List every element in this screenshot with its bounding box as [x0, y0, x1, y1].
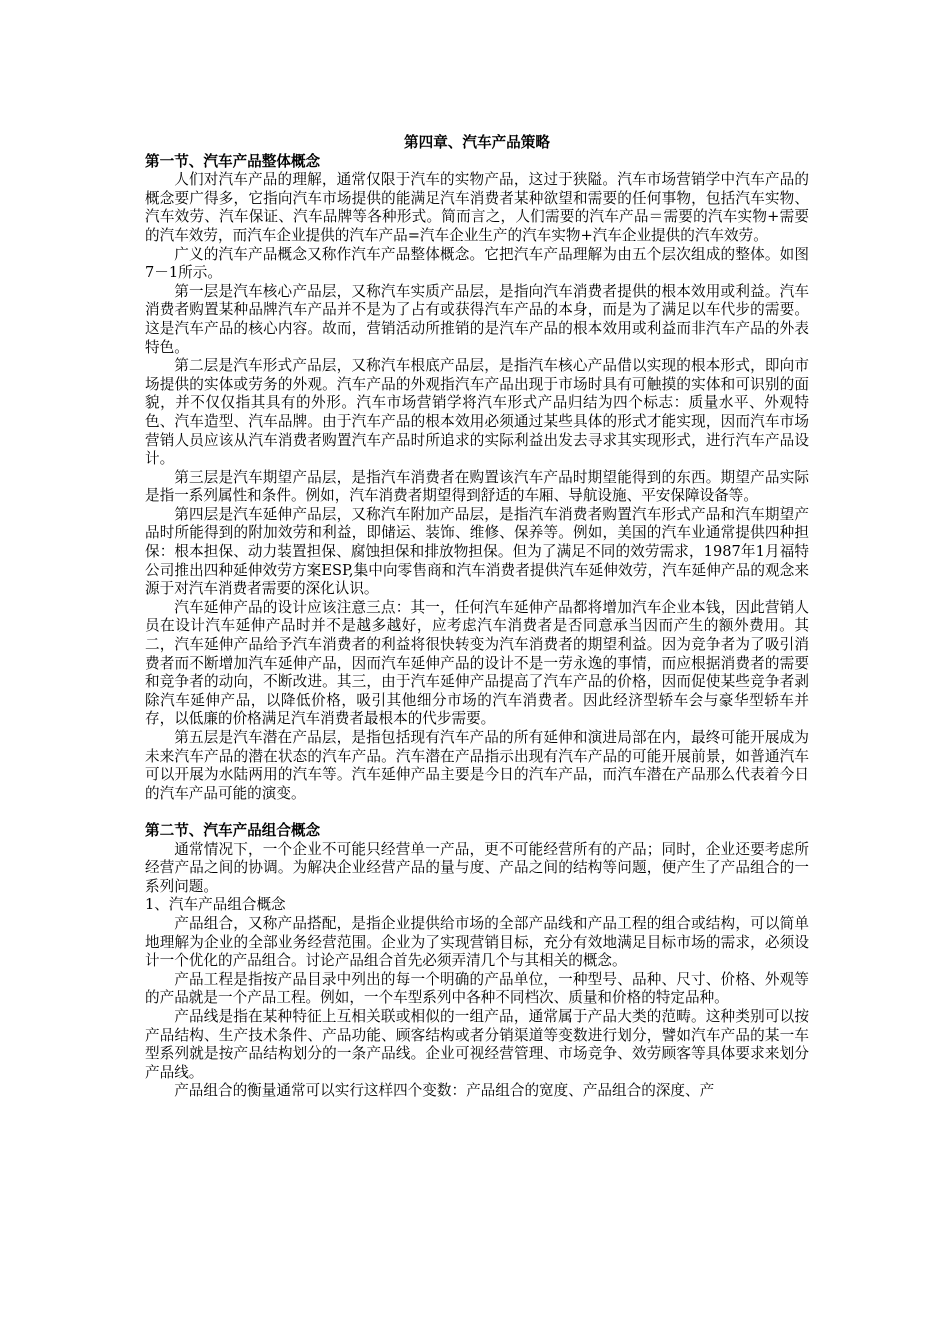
- paragraph: 第五层是汽车潜在产品层，是指包括现有汽车产品的所有延伸和演进局部在内，最终可能开展成为未来汽车产品的潜在状态的汽车产品。汽车潜在产品指示出现有汽车产品的可能开展前景，如普通汽车可以开展为水陆两用的汽车等。汽车延伸产品主要是今日的汽车产品，而汽车潜在产品那么代表着今日的汽车产品可能的演变。: [145, 729, 809, 802]
- section-heading: 第一节、汽车产品整体概念: [145, 152, 321, 170]
- paragraph: 第三层是汽车期望产品层，是指汽车消费者在购置该汽车产品时期望能得到的东西。期望产品实际是指一系列属性和条件。例如，汽车消费者期望得到舒适的车厢、导航设施、平安保障设备等。: [145, 468, 809, 505]
- blank-line: [145, 803, 809, 822]
- paragraph: 广义的汽车产品概念又称作汽车产品整体概念。它把汽车产品理解为由五个层次组成的整体。如图7－1所示。: [145, 245, 809, 282]
- paragraph: 通常情况下，一个企业不可能只经营单一产品，更不可能经营所有的产品；同时，企业还要考虑所经营产品之间的协调。为解决企业经营产品的量与度、产品之间的结构等问题，便产生了产品组合的一系列问题。: [145, 840, 809, 895]
- paragraph: 汽车延伸产品的设计应该注意三点：其一，任何汽车延伸产品都将增加汽车企业本钱，因此营销人员在设计汽车延伸产品时并不是越多越好，应考虑汽车消费者是否同意承当因而产生的额外费用。其二，汽车延伸产品给予汽车消费者的利益将很快转变为汽车消费者的期望利益。因为竞争者为了吸引消费者而不断增加汽车延伸产品，因而汽车延伸产品的设计不是一劳永逸的事情，而应根据消费者的需要和竞争者的动向，不断改进。其三，由于汽车延伸产品提高了汽车产品的价格，因而促使某些竞争者剥除汽车延伸产品，以降低价格，吸引其他细分市场的汽车消费者。因此经济型轿车会与豪华型轿车并存，以低廉的价格满足汽车消费者最根本的代步需要。: [145, 598, 809, 728]
- paragraph: 人们对汽车产品的理解，通常仅限于汽车的实物产品，这过于狭隘。汽车市场营销学中汽车产品的概念要广得多，它指向汽车市场提供的能满足汽车消费者某种欲望和需要的任何事物，包括汽车实物、汽车效劳、汽车保证、汽车品牌等各种形式。简而言之，人们需要的汽车产品＝需要的汽车实物+需要的汽车效劳，而汽车企业提供的汽车产品=汽车企业生产的汽车实物+汽车企业提供的汽车效劳。: [145, 171, 809, 244]
- paragraph: 第二层是汽车形式产品层，又称汽车根底产品层，是指汽车核心产品借以实现的根本形式，即向市场提供的实体或劳务的外观。汽车产品的外观指汽车产品出现于市场时具有可触摸的实体和可识别的面貌，并不仅仅指其具有的外形。汽车市场营销学将汽车形式产品归结为四个标志：质量水平、外观特色、汽车造型、汽车品牌。由于汽车产品的根本效用必须通过某些具体的形式才能实现，因而汽车市场营销人员应该从汽车消费者购置汽车产品时所追求的实际利益出发去寻求其实现形式，进行汽车产品设计。: [145, 357, 809, 468]
- section-heading: 第二节、汽车产品组合概念: [145, 821, 321, 839]
- paragraph: 产品工程是指按产品目录中列出的每一个明确的产品单位，一种型号、品种、尺寸、价格、外观等的产品就是一个产品工程。例如，一个车型系列中各种不同档次、质量和价格的特定品种。: [145, 970, 809, 1007]
- paragraph: 产品线是指在某种特征上互相关联或相似的一组产品，通常属于产品大类的范畴。这种类别可以按产品结构、生产技术条件、产品功能、顾客结构或者分销渠道等变数进行划分，譬如汽车产品的某一车型系列就是按产品结构划分的一条产品线。企业可视经营管理、市场竞争、效劳顾客等具体要求来划分产品线。: [145, 1007, 809, 1081]
- subsection-heading: 1、汽车产品组合概念: [145, 896, 286, 914]
- paragraph: 第四层是汽车延伸产品层，又称汽车附加产品层，是指汽车消费者购置汽车形式产品和汽车期望产品时所能得到的附加效劳和利益，即储运、装饰、维修、保养等。例如，美国的汽车业通常提供四种担保：根本担保、动力装置担保、腐蚀担保和排放物担保。但为了满足不同的效劳需求，1987年1月福特公司推出四种延伸效劳方案ESP,集中向零售商和汽车消费者提供汽车延伸效劳，汽车延伸产品的观念来源于对汽车消费者需要的深化认识。: [145, 505, 809, 598]
- document-page: [145, 134, 809, 1101]
- chapter-title: 第四章、汽车产品策略: [404, 134, 550, 151]
- paragraph: 第一层是汽车核心产品层，又称汽车实质产品层，是指向汽车消费者提供的根本效用或利益。汽车消费者购置某种品牌汽车产品并不是为了占有或获得汽车产品的本身，而是为了满足以车代步的需要。这是汽车产品的核心内容。故而，营销活动所推销的是汽车产品的根本效用或利益而非汽车产品的外表特色。: [145, 282, 809, 356]
- paragraph: 产品组合的衡量通常可以实行这样四个变数：产品组合的宽度、产品组合的深度、产: [174, 1082, 715, 1100]
- paragraph: 产品组合，又称产品搭配，是指企业提供给市场的全部产品线和产品工程的组合或结构，可以简单地理解为企业的全部业务经营范围。企业为了实现营销目标，充分有效地满足目标市场的需求，必须设计一个优化的产品组合。讨论产品组合首先必须弄清几个与其相关的概念。: [145, 914, 809, 970]
